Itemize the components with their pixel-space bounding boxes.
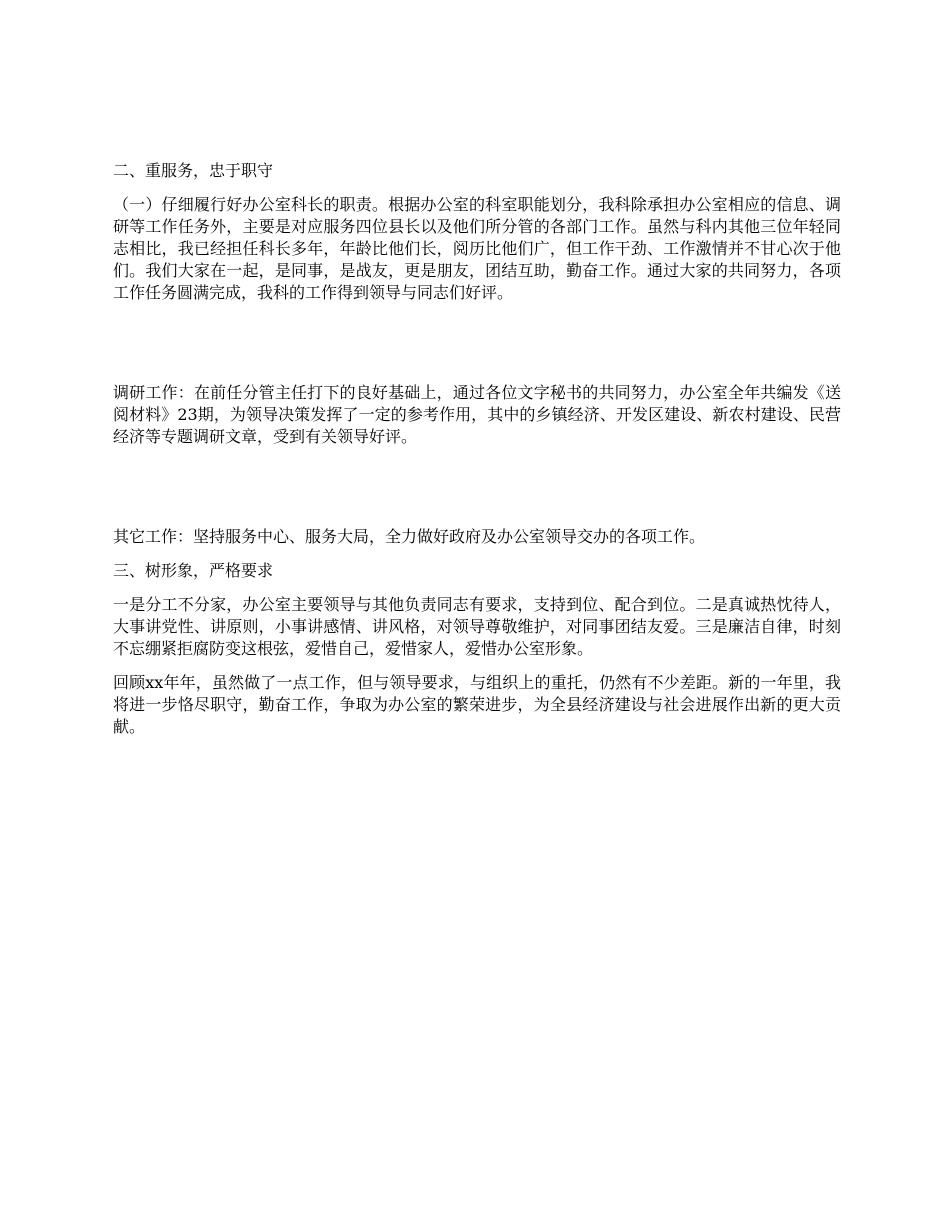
paragraph-discipline: 一是分工不分家，办公室主要领导与其他负责同志有要求，支持到位、配合到位。二是真诚热忱待人，大事讲党性、讲原则，小事讲感情、讲风格，对领导尊敬维护，对同事团结友爱。三是廉洁自律，时刻不忘绷紧拒腐防变这根弦，爱惜自己，爱惜家人，爱惜办公室形象。 [113, 595, 841, 658]
paragraph-section-chief-duties: （一）仔细履行好办公室科长的职责。根据办公室的科室职能划分，我科除承担办公室相应的信息、调研等工作任务外，主要是对应服务四位县长以及他们所分管的各部门工作。虽然与科内其他三位年轻同志相比，我已经担任科长多年，年龄比他们长，阅历比他们广，但工作干劲、工作激情并不甘心次于他们。我们大家在一起，是同事，是战友，更是朋友，团结互助，勤奋工作。通过大家的共同努力，各项工作任务圆满完成，我科的工作得到领导与同志们好评。 [113, 195, 841, 302]
spacer [113, 182, 841, 194]
section-heading-image: 三、树形象，严格要求 [113, 561, 274, 580]
section-heading-serve: 二、重服务，忠于职守 [113, 161, 274, 180]
paragraph-research-work: 调研工作：在前任分管主任打下的良好基础上，通过各位文字秘书的共同努力，办公室全年共编发《送阅材料》23期，为领导决策发挥了一定的参考作用，其中的乡镇经济、开发区建设、新农村建设、民营经济等专题调研文章，受到有关领导好评。 [113, 383, 841, 446]
paragraph-review: 回顾xx年年，虽然做了一点工作，但与领导要求，与组织上的重托，仍然有不少差距。新的一年里，我将进一步恪尽职守，勤奋工作，争取为办公室的繁荣进步，为全县经济建设与社会进展作出新的更大贡献。 [113, 673, 841, 736]
spacer [113, 582, 841, 594]
paragraph-other-work: 其它工作：坚持服务中心、服务大局，全力做好政府及办公室领导交办的各项工作。 [113, 527, 706, 546]
spacer [113, 304, 841, 382]
spacer [113, 548, 841, 560]
document-body [113, 160, 841, 738]
spacer [113, 660, 841, 672]
spacer [113, 448, 841, 526]
